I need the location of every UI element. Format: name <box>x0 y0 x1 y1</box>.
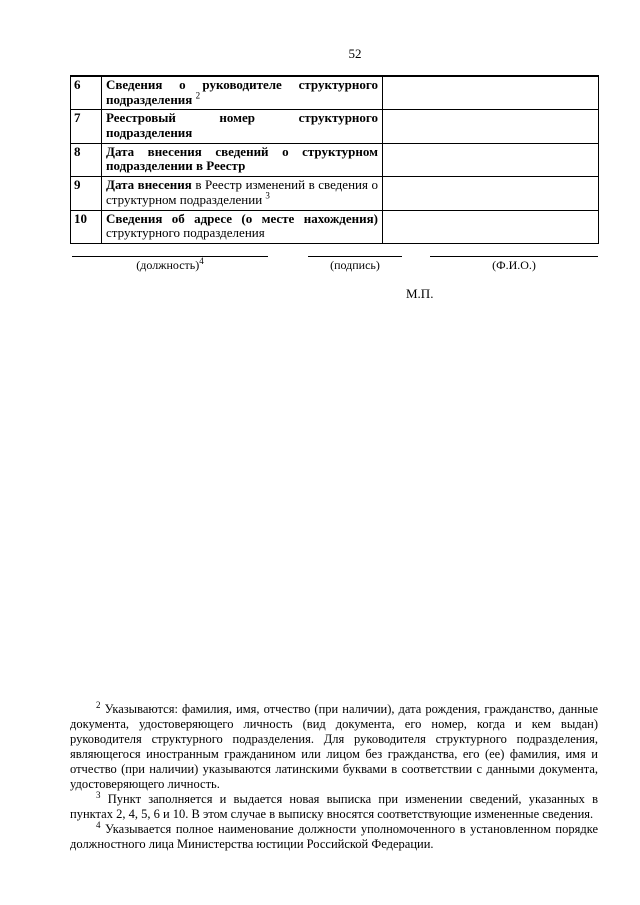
stamp-place-label: М.П. <box>406 286 434 301</box>
row-label-bold: Дата внесения сведений о структурном подразделении в Реестр <box>106 143 378 174</box>
signature-line <box>430 246 598 257</box>
footnote-text: Пункт заполняется и выдается новая выписка при изменении сведений, указанных в пунктах 2, 4, 5, 6 и 10. В этом случае в выписку вносятся соответствующие измененные сведения. <box>70 792 599 821</box>
row-value-cell <box>383 110 599 143</box>
row-value-cell <box>383 143 599 176</box>
footnote-ref: 3 <box>265 190 270 201</box>
footnote <box>70 819 599 852</box>
page-number: 52 <box>348 46 362 61</box>
row-label-cell <box>102 210 383 243</box>
footnote-number: 3 <box>96 789 101 800</box>
table-row <box>71 110 599 143</box>
row-number-cell: 9 <box>71 177 102 210</box>
signature-position-label <box>72 257 268 273</box>
row-label-cell <box>102 177 383 210</box>
signature-name-label: (Ф.И.О.) <box>492 258 536 272</box>
row-label-bold: Реестровый номер структурного подразделения <box>106 110 378 141</box>
row-number-cell: 7 <box>71 110 102 143</box>
row-number-cell: 8 <box>71 143 102 176</box>
footnote-ref: 4 <box>199 256 204 266</box>
signature-position-field <box>72 246 268 273</box>
signature-line <box>308 246 402 257</box>
row-value-cell <box>383 210 599 243</box>
row-number-cell: 6 <box>71 76 102 110</box>
footnote <box>70 789 599 822</box>
row-label-bold: Сведения об адресе (о месте нахождения) <box>106 210 378 226</box>
table-row <box>71 177 599 210</box>
row-label-cell <box>102 143 383 176</box>
row-number-cell: 10 <box>71 210 102 243</box>
footnote-text: Указывается полное наименование должности уполномоченного в установленном порядке должностного лица Министерства юстиции Российской Федерации. <box>70 822 599 851</box>
footnotes-section <box>70 699 599 852</box>
row-label-rest: структурного подразделения <box>106 225 265 241</box>
footnote-number: 2 <box>96 699 101 710</box>
footnote-ref: 2 <box>195 90 201 101</box>
row-label-bold: Дата внесения <box>106 177 192 193</box>
table-row <box>71 210 599 243</box>
signature-line <box>72 246 268 257</box>
row-value-cell <box>383 177 599 210</box>
signature-sign-label: (подпись) <box>330 258 380 272</box>
footnote-number: 4 <box>96 819 101 830</box>
row-label-cell <box>102 76 383 110</box>
footnote-text: Указываются: фамилия, имя, отчество (при наличии), дата рождения, гражданство, данные документа, удостоверяющего личность (вид документа, его номер, когда и кем выдан) руководителя структурного подразделения. Для руководителя структурного подразделения, являющегося иностранным гражданином или лицом без гражданства, его (ее) фамилия, имя и отчество (при наличии) указываются латинскими буквами в соответствии с данными документа, удостоверяющего личность. <box>70 702 599 791</box>
signature-position-text: (должность) <box>136 258 200 272</box>
table-row <box>71 76 599 110</box>
row-value-cell <box>383 76 599 110</box>
subdivision-info-table <box>70 75 599 244</box>
signature-sign-field <box>308 246 402 273</box>
row-label-rest: в Реестр изменений в сведения о структурном подразделении <box>106 177 378 207</box>
footnote <box>70 699 599 792</box>
row-label-cell <box>102 110 383 143</box>
signature-name-field <box>430 246 598 273</box>
table-row <box>71 143 599 176</box>
row-label-bold: Сведения о руководителе структурного подразделения <box>106 77 378 107</box>
